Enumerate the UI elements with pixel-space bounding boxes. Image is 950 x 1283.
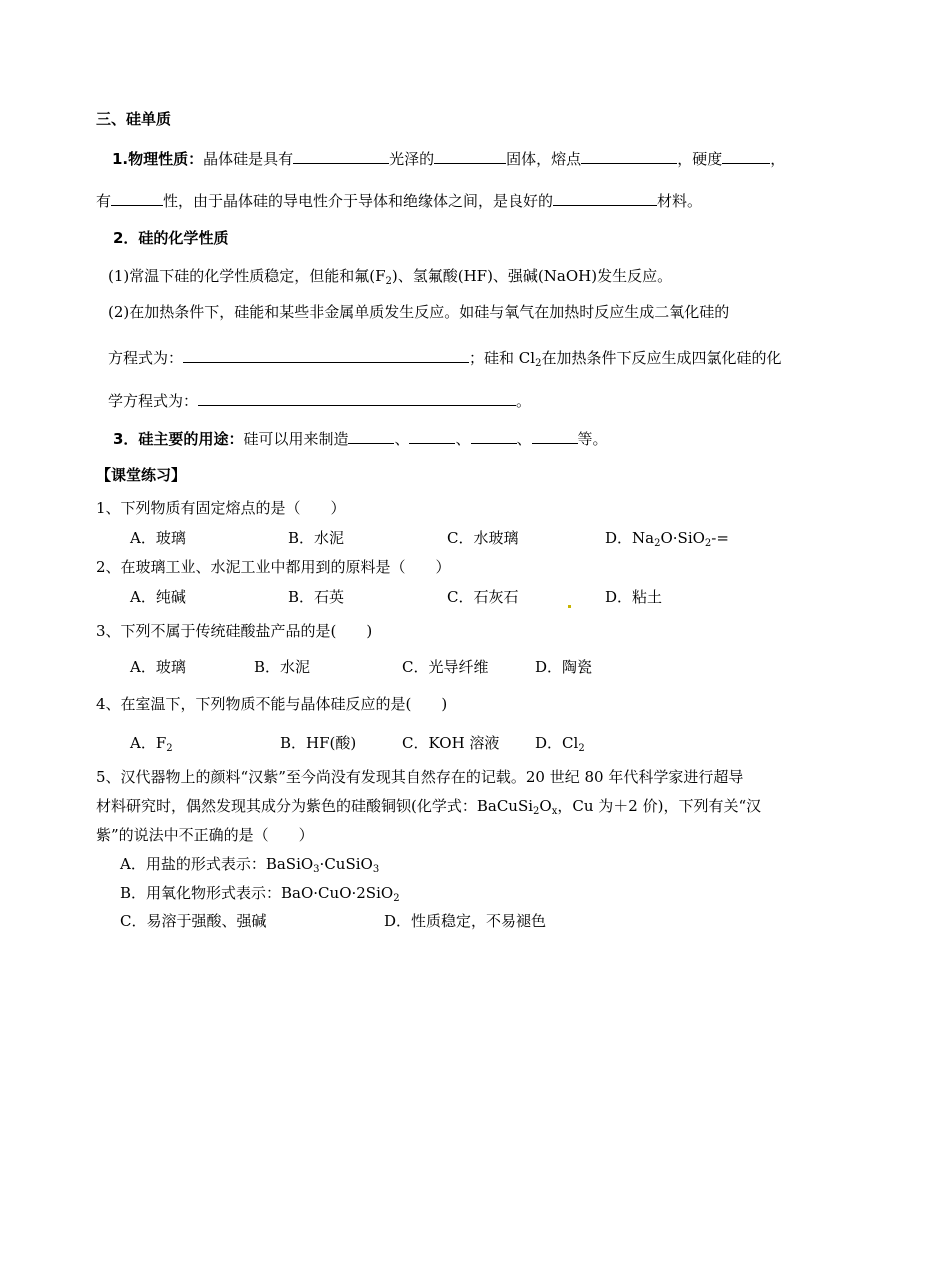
exercise-title: 【课堂练习】	[96, 466, 187, 484]
physical-text: 固体，熔点	[506, 150, 582, 168]
blank	[581, 148, 677, 164]
blank	[409, 428, 455, 444]
q4-option-b: B．HF(酸)	[280, 734, 357, 752]
chemical-text: 学方程式为：	[108, 392, 199, 410]
q5-text: ，Cu 为＋2 价)，下列有关“汉	[557, 797, 762, 815]
chemical-text: (1)常温下硅的化学性质稳定，但能和氟(F	[108, 267, 386, 285]
subscript: 2	[578, 743, 585, 754]
physical-label: 1.物理性质：	[112, 150, 204, 168]
chemical-text: 。	[516, 392, 532, 410]
blank	[293, 148, 389, 164]
chemical-p1	[108, 266, 672, 286]
separator: 、	[394, 430, 410, 448]
option-text: D．Na	[605, 529, 655, 547]
chemical-label: 2．硅的化学性质	[113, 229, 229, 247]
q5-line-3: 紫”的说法中不正确的是（ ）	[96, 826, 314, 844]
physical-text: 光泽的	[389, 150, 435, 168]
separator: 、	[516, 430, 532, 448]
q5-text: 材料研究时，偶然发现其成分为紫色的硅酸铜钡(化学式：BaCuSi	[96, 797, 534, 815]
blank	[722, 148, 770, 164]
physical-line-1	[112, 148, 785, 169]
q1-stem: 1、下列物质有固定熔点的是（ ）	[96, 499, 346, 517]
q2-option-d: D．粘土	[605, 588, 663, 606]
q4-stem: 4、在室温下，下列物质不能与晶体硅反应的是( )	[96, 695, 448, 713]
blank	[532, 428, 578, 444]
subscript: 2	[393, 893, 400, 904]
option-text: -=	[711, 529, 729, 547]
separator: 、	[455, 430, 471, 448]
q3-stem: 3、下列不属于传统硅酸盐产品的是( )	[96, 622, 373, 640]
option-text: A．F	[130, 734, 167, 752]
q3-option-d: D．陶瓷	[535, 658, 593, 676]
option-text: ·CuSiO	[319, 855, 373, 873]
uses-label: 3．硅主要的用途：	[113, 430, 244, 448]
subscript: 3	[372, 864, 380, 875]
physical-line-2	[96, 190, 702, 211]
blank	[553, 190, 657, 206]
mark-dot	[568, 595, 571, 615]
q4-option-c: C．KOH 溶液	[402, 734, 500, 752]
physical-text: 晶体硅是具有	[203, 150, 294, 168]
q3-option-c: C．光导纤维	[402, 658, 489, 676]
q5-option-b	[120, 883, 400, 903]
q2-stem: 2、在玻璃工业、水泥工业中都用到的原料是（ ）	[96, 558, 451, 576]
chemical-p2: (2)在加热条件下，硅能和某些非金属单质发生反应。如硅与氧气在加热时反应生成二氧化硅的	[108, 303, 730, 321]
option-text: D．Cl	[535, 734, 579, 752]
chemical-text: ；硅和 Cl	[469, 349, 536, 367]
subscript: 2	[704, 538, 712, 549]
chemical-text: 方程式为：	[108, 349, 184, 367]
subscript: 3	[313, 864, 320, 875]
subscript: x	[551, 806, 558, 817]
q1-option-d	[605, 528, 729, 548]
q4-option-a	[130, 733, 173, 753]
q5-line-1: 5、汉代器物上的颜料“汉紫”至今尚没有发现其自然存在的记载。20 世纪 80 年代科学家进行超导	[96, 768, 744, 786]
physical-text: ，硬度	[677, 150, 723, 168]
blank	[434, 148, 506, 164]
blank	[471, 428, 517, 444]
q3-option-b: B．水泥	[254, 658, 311, 676]
chemical-p3	[108, 347, 781, 368]
subscript: 2	[166, 743, 173, 754]
subscript: 2	[535, 358, 542, 369]
blank	[111, 190, 163, 206]
q3-option-a: A．玻璃	[130, 658, 186, 676]
uses-line	[113, 428, 608, 449]
uses-text: 等。	[577, 430, 608, 448]
subscript: 2	[654, 538, 661, 549]
q2-option-a: A．纯碱	[130, 588, 186, 606]
physical-text: ，	[770, 150, 786, 168]
blank	[348, 428, 394, 444]
uses-text: 硅可以用来制造	[243, 430, 349, 448]
physical-text: 性，由于晶体硅的导电性介于导体和绝缘体之间，是良好的	[163, 192, 554, 210]
q5-option-c: C．易溶于强酸、强碱	[120, 912, 267, 930]
subscript: 2	[533, 806, 540, 817]
chemical-text: )、氢氟酸(HF)、强碱(NaOH)发生反应。	[391, 267, 673, 285]
option-text: O·SiO	[660, 529, 705, 547]
chemical-p4	[108, 390, 531, 411]
q1-option-c: C．水玻璃	[447, 529, 519, 547]
chemical-text: 在加热条件下反应生成四氯化硅的化	[541, 349, 782, 367]
q5-line-2	[96, 796, 761, 816]
q1-option-a: A．玻璃	[130, 529, 186, 547]
q4-option-d	[535, 733, 585, 753]
q5-text: O	[539, 797, 552, 815]
subscript: 2	[385, 276, 392, 287]
physical-text: 材料。	[657, 192, 703, 210]
q5-option-d: D．性质稳定，不易褪色	[384, 912, 547, 930]
equation-blank	[183, 347, 469, 363]
q5-option-a	[120, 854, 379, 874]
q2-option-c: C．石灰石	[447, 588, 519, 606]
q1-option-b: B．水泥	[288, 529, 345, 547]
physical-text: 有	[96, 192, 112, 210]
q2-option-b: B．石英	[288, 588, 345, 606]
option-text: A．用盐的形式表示：BaSiO	[120, 855, 314, 873]
section-title: 三、硅单质	[96, 110, 172, 128]
equation-blank	[198, 390, 516, 406]
option-text: B．用氧化物形式表示：BaO·CuO·2SiO	[120, 884, 394, 902]
